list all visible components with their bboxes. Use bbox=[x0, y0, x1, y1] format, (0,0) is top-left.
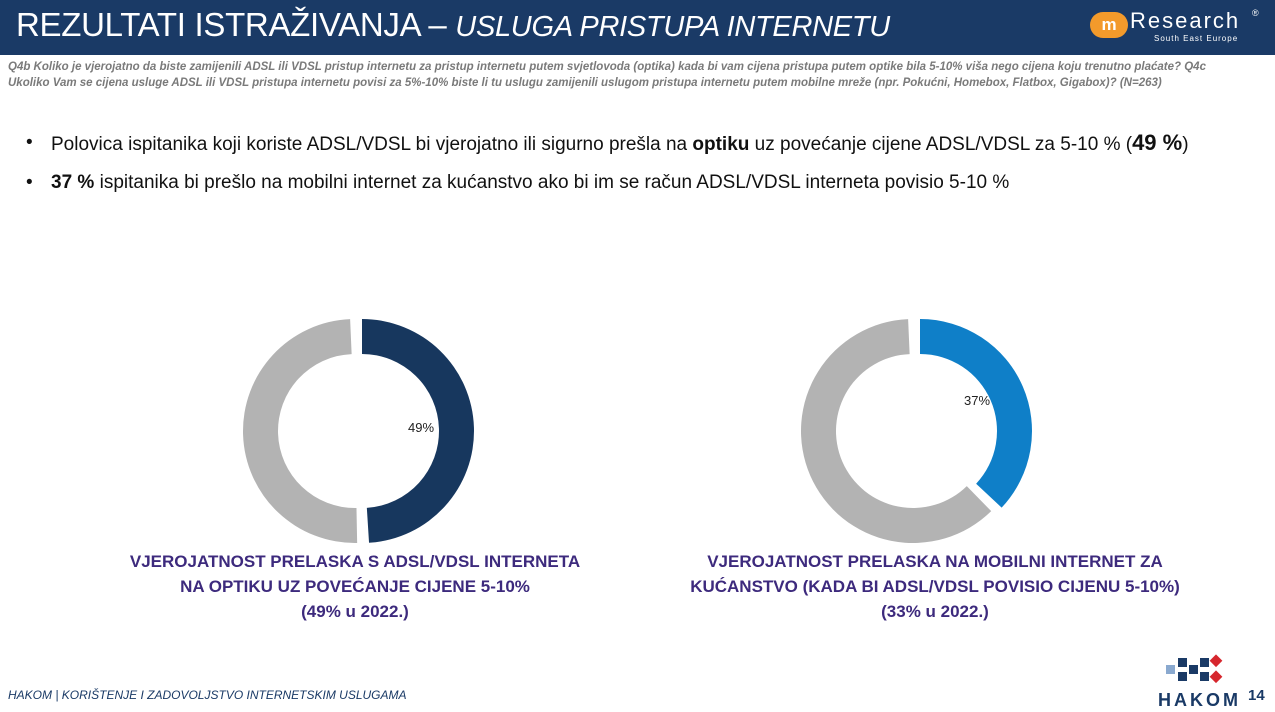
donut-chart-2 bbox=[801, 319, 1032, 543]
donut-1-data-label: 49% bbox=[407, 420, 435, 435]
donut-chart-1 bbox=[243, 319, 474, 543]
bullet-2-value: 37 % bbox=[51, 172, 95, 193]
bullet-1-bold: optiku bbox=[692, 134, 750, 155]
title-sub: USLUGA PRISTUPA INTERNETU bbox=[455, 11, 890, 43]
donut-2-data-label: 37% bbox=[963, 393, 991, 408]
chart-1-caption bbox=[80, 549, 630, 624]
donut-2-main-slice bbox=[920, 319, 1032, 508]
bullet-1-mid: uz povećanje cijene ADSL/VDSL za 5-10 % ( bbox=[749, 134, 1133, 155]
logo-name: Research bbox=[1130, 8, 1241, 33]
chart-1-caption-line1: VJEROJATNOST PRELASKA S ADSL/VDSL INTERNETA bbox=[129, 552, 581, 571]
donut-1-rest-slice bbox=[243, 319, 357, 543]
chart-2-caption-line1: VJEROJATNOST PRELASKA NA MOBILNI INTERNET ZA bbox=[707, 552, 1163, 571]
bullet-dot: • bbox=[26, 172, 33, 193]
survey-question: Q4b Koliko je vjerojatno da biste zamijenili ADSL ili VDSL pristup internetu za pristup internetu putem svjetlovoda (optika) kada bi vam cijena pristupa putem optike bila 5-10% viša nego cijena koju trenutno plaćate? Q4c Ukoliko Vam se cijena usluge ADSL ili VDSL pristupa internetu povisi za 5%-10% biste li tu uslugu zamijenili uslugom pristupa internetu putem mobilne mreže (npr. Pokućni, Homebox, Flatbox, Gigabox)? (N=263) bbox=[8, 61, 1206, 89]
title-main: REZULTATI ISTRAŽIVANJA – bbox=[16, 6, 456, 43]
logo-registered: ® bbox=[1252, 8, 1259, 18]
bullet-1-text: Polovica ispitanika koji koriste ADSL/VDSL bi vjerojatno ili sigurno prešla na bbox=[51, 134, 693, 155]
bullet-dot: • bbox=[26, 132, 33, 153]
logo-tagline: South East Europe bbox=[1154, 34, 1239, 43]
hakom-logo-text: HAKOM bbox=[1158, 690, 1241, 710]
logo-badge: m bbox=[1090, 12, 1128, 38]
bullet-1-value: 49 % bbox=[1132, 130, 1183, 155]
bullet-2-text: ispitanika bi prešlo na mobilni internet za kućanstvo ako bi im se račun ADSL/VDSL interneta povisio 5-10 % bbox=[94, 172, 1010, 193]
footer-text: HAKOM | KORIŠTENJE I ZADOVOLJSTVO INTERNETSKIM USLUGAMA bbox=[8, 688, 407, 702]
chart-1-caption-line2: NA OPTIKU UZ POVEĆANJE CIJENE 5-10% bbox=[180, 577, 530, 596]
chart-2-caption-line3: (33% u 2022.) bbox=[881, 602, 989, 621]
page-number: 14 bbox=[1248, 687, 1265, 704]
chart-1-caption-line3: (49% u 2022.) bbox=[301, 602, 409, 621]
chart-2-caption bbox=[635, 549, 1235, 624]
chart-2-caption-line2: KUĆANSTVO (KADA BI ADSL/VDSL POVISIO CIJENU 5-10%) bbox=[690, 577, 1180, 596]
bullet-1-end: ) bbox=[1182, 134, 1189, 155]
